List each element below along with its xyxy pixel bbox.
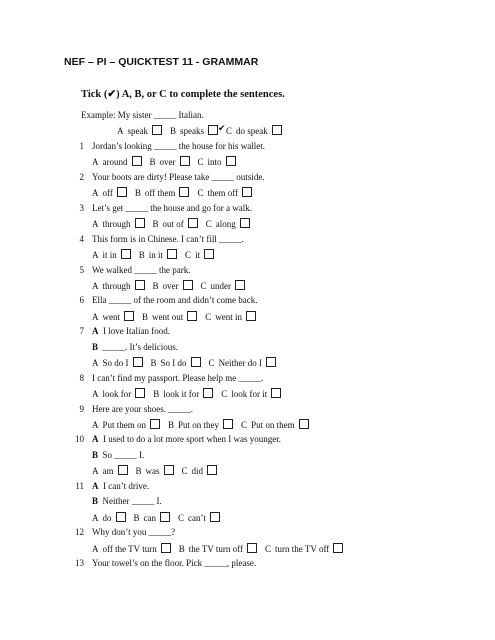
option-letter: C: [205, 219, 212, 230]
option-c: [182, 465, 218, 476]
options-row: [117, 125, 290, 136]
option-text: do: [102, 512, 112, 523]
question-11-options: [0, 512, 495, 526]
option-c: [178, 512, 220, 523]
option-a: [92, 218, 145, 229]
answer-checkbox[interactable]: [226, 156, 236, 166]
speaker-label: B: [92, 496, 99, 507]
question-11-dialogue: [0, 481, 495, 495]
dialogue-text: I used to do a lot more sport when I was younger.: [103, 434, 281, 445]
option-letter: C: [200, 280, 207, 291]
question-number: 1: [79, 140, 84, 151]
dialogue-line: [92, 496, 162, 506]
option-letter: C: [208, 358, 215, 369]
answer-checkbox[interactable]: [183, 280, 193, 290]
answer-checkbox[interactable]: [152, 125, 162, 135]
answer-checkbox[interactable]: [118, 465, 128, 475]
option-text: into: [207, 157, 222, 168]
option-text: speak: [127, 126, 148, 137]
dialogue-line: [92, 342, 178, 352]
option-letter: A: [92, 466, 99, 477]
answer-checkbox[interactable]: [132, 156, 142, 166]
answer-checkbox[interactable]: [240, 218, 250, 228]
question-text: Here are your shoes. _____.: [92, 403, 193, 414]
question-7-options: [0, 357, 495, 371]
option-letter: B: [149, 157, 156, 168]
option-text: through: [102, 219, 131, 230]
answer-checkbox[interactable]: [161, 543, 171, 553]
question-13: [0, 558, 495, 572]
option-text: turn the TV off: [275, 543, 330, 554]
answer-checkbox[interactable]: [333, 543, 343, 553]
answer-checkbox[interactable]: [188, 218, 198, 228]
option-b: [142, 311, 197, 322]
question-number: 10: [75, 434, 84, 445]
speaker-label: A: [92, 434, 99, 445]
answer-checkbox[interactable]: [210, 512, 220, 522]
option-letter: B: [152, 280, 159, 291]
dialogue-line: [92, 326, 170, 336]
answer-checkbox[interactable]: [187, 311, 197, 321]
page-title: NEF – PI – QUICKTEST 11 - GRAMMAR: [64, 56, 259, 68]
answer-checkbox[interactable]: [121, 249, 131, 259]
question-6: [0, 295, 495, 309]
option-c: [209, 357, 277, 368]
dialogue-line: [92, 481, 149, 491]
option-a: [92, 357, 143, 368]
question-number: 2: [79, 171, 84, 182]
option-b: [150, 156, 190, 167]
question-5-options: [0, 280, 495, 294]
option-text: look it for: [163, 389, 200, 400]
option-text: Put on them: [251, 420, 295, 430]
option-b: [179, 543, 257, 554]
options-row: [92, 187, 260, 198]
option-a: [92, 465, 128, 476]
option-c: [241, 419, 309, 430]
option-a: [92, 280, 145, 291]
option-text: look for: [102, 389, 132, 400]
option-text: look for it: [231, 389, 268, 400]
answer-checkbox[interactable]: [179, 187, 189, 197]
answer-checkbox[interactable]: [150, 419, 160, 429]
option-b: [153, 280, 193, 291]
answer-checkbox[interactable]: [180, 156, 190, 166]
question-text: Jordan’s looking _____ the house for his wallet.: [92, 140, 265, 151]
option-c: [206, 218, 250, 229]
answer-checkbox[interactable]: [135, 280, 145, 290]
option-text: went in: [215, 311, 243, 322]
question-number: 3: [79, 202, 84, 213]
option-letter: C: [197, 188, 204, 199]
options-row: [92, 465, 225, 476]
question-number: 8: [79, 372, 84, 383]
options-row: [92, 357, 284, 368]
question-text: Your boots are dirty! Please take _____ outside.: [92, 171, 265, 182]
question-text: Let’s get _____ the house and go for a walk.: [92, 202, 252, 213]
options-row: [92, 280, 253, 291]
option-letter: B: [142, 311, 149, 322]
option-b: [136, 465, 174, 476]
options-row: [92, 249, 222, 260]
question-number: 7: [79, 326, 84, 337]
question-8-options: [0, 388, 495, 402]
question-7-dialogue: [0, 326, 495, 340]
option-text: Neither do I: [218, 358, 263, 369]
option-text: around: [102, 157, 128, 168]
answer-checkbox[interactable]: [160, 512, 170, 522]
answer-checkbox[interactable]: [191, 357, 201, 367]
example-sentence: [0, 110, 495, 124]
question-number: 6: [79, 295, 84, 306]
option-text: did: [191, 466, 204, 477]
option-a: [117, 125, 162, 136]
question-number: 9: [79, 403, 84, 414]
answer-checkbox[interactable]: [124, 311, 134, 321]
option-text: So do I: [102, 358, 129, 369]
options-row: [92, 543, 351, 554]
option-letter: C: [181, 466, 188, 477]
question-text: We walked _____ the park.: [92, 264, 191, 275]
option-text: can: [143, 512, 157, 523]
option-b: [134, 512, 171, 523]
dialogue-line: [92, 434, 281, 444]
question-12-options: [0, 543, 495, 557]
option-text: am: [102, 466, 114, 477]
option-letter: A: [92, 358, 99, 369]
option-letter: A: [92, 389, 99, 400]
tick-mark-icon: ✔: [218, 123, 226, 134]
option-text: went out: [152, 311, 184, 322]
question-number: 13: [75, 558, 84, 569]
option-text: went: [102, 311, 120, 322]
question-4-options: [0, 249, 495, 263]
option-letter: B: [135, 466, 142, 477]
answer-checkbox[interactable]: [116, 512, 126, 522]
option-c: [201, 280, 246, 291]
answer-checkbox[interactable]: [135, 218, 145, 228]
option-c: [185, 249, 214, 260]
option-letter: C: [226, 126, 233, 137]
answer-checkbox[interactable]: [246, 311, 256, 321]
answer-checkbox[interactable]: [235, 280, 245, 290]
question-2-options: [0, 187, 495, 201]
answer-checkbox[interactable]: [247, 543, 257, 553]
dialogue-text: I love Italian food.: [103, 326, 170, 337]
option-letter: B: [178, 543, 185, 554]
answer-checkbox[interactable]: [299, 419, 309, 429]
answer-checkbox[interactable]: [167, 249, 177, 259]
answer-checkbox[interactable]: [223, 419, 233, 429]
options-row: [92, 419, 317, 430]
question-8: [0, 373, 495, 387]
dialogue-line: [92, 450, 144, 460]
option-text: it in: [102, 250, 117, 261]
option-text: do speak: [236, 126, 268, 137]
option-text: over: [162, 280, 179, 291]
option-letter: C: [265, 543, 272, 554]
answer-checkbox[interactable]: [164, 465, 174, 475]
answer-checkbox[interactable]: [135, 388, 145, 398]
option-letter: B: [153, 389, 160, 400]
option-letter: C: [205, 311, 212, 322]
option-letter: A: [92, 512, 99, 523]
option-text: Put on they: [178, 420, 220, 430]
question-3-options: [0, 218, 495, 232]
answer-checkbox[interactable]: [117, 187, 127, 197]
option-text: off: [102, 188, 113, 199]
option-text: them off: [207, 188, 239, 199]
option-text: So I do: [160, 358, 187, 369]
answer-checkbox[interactable]: [207, 465, 217, 475]
question-text: Why don’t you _____?: [92, 527, 176, 538]
option-letter: B: [168, 420, 175, 430]
example-options: [0, 125, 495, 139]
question-text: I can’t find my passport. Please help me _____.: [92, 372, 264, 383]
question-text: Ella _____ of the room and didn’t come back.: [92, 295, 258, 306]
option-a: [92, 249, 131, 260]
speaker-label: A: [92, 480, 99, 491]
option-a: [92, 311, 134, 322]
option-letter: C: [185, 250, 192, 261]
option-c: [226, 125, 282, 136]
option-b: [151, 357, 201, 368]
option-letter: A: [92, 188, 99, 199]
option-c: [198, 156, 236, 167]
options-row: [92, 311, 264, 322]
option-b: [168, 419, 233, 430]
option-a: [92, 419, 160, 430]
options-row: [92, 156, 244, 167]
question-10-dialogue: [0, 434, 495, 448]
option-a: [92, 543, 171, 554]
dialogue-text: Neither _____ I.: [102, 496, 162, 507]
question-text: Your towel’s on the floor. Pick _____, please.: [92, 558, 257, 569]
option-letter: C: [197, 157, 204, 168]
option-letter: C: [221, 389, 228, 400]
option-b: [153, 218, 198, 229]
question-10-options: [0, 465, 495, 479]
option-letter: A: [92, 250, 99, 261]
option-text: Put them on: [102, 420, 147, 430]
question-9-options: [0, 419, 495, 433]
option-text: under: [210, 280, 232, 291]
options-row: [92, 388, 289, 399]
option-b: [153, 388, 213, 399]
question-number: 12: [75, 527, 84, 538]
question-2: [0, 172, 495, 186]
option-letter: B: [133, 512, 140, 523]
question-1-options: [0, 156, 495, 170]
option-b: [170, 123, 226, 137]
option-letter: A: [92, 157, 99, 168]
option-text: off the TV turn: [102, 543, 157, 554]
option-c: [265, 543, 343, 554]
option-letter: B: [170, 126, 177, 137]
dialogue-text: _____. It’s delicious.: [102, 341, 179, 352]
option-b: [135, 187, 190, 198]
question-7-dialogue: [0, 342, 495, 356]
question-3: [0, 203, 495, 217]
option-c: [221, 388, 281, 399]
option-a: [92, 187, 127, 198]
option-letter: C: [178, 512, 185, 523]
answer-checkbox[interactable]: [204, 249, 214, 259]
question-12: [0, 527, 495, 541]
option-letter: B: [138, 250, 145, 261]
speaker-label: A: [92, 326, 99, 337]
option-text: through: [102, 280, 131, 291]
option-letter: C: [241, 420, 248, 430]
option-a: [92, 512, 126, 523]
question-number: 5: [79, 264, 84, 275]
options-row: [92, 218, 258, 229]
question-number: 11: [75, 480, 84, 491]
answer-checkbox[interactable]: [272, 125, 282, 135]
option-c: [205, 311, 256, 322]
option-c: [197, 187, 252, 198]
option-text: it: [195, 250, 201, 261]
speaker-label: B: [92, 449, 99, 460]
option-text: off them: [144, 188, 176, 199]
option-letter: A: [92, 420, 99, 430]
question-11-dialogue: [0, 496, 495, 510]
question-text: This form is in Chinese. I can’t fill _____.: [92, 233, 244, 244]
option-letter: A: [92, 311, 99, 322]
speaker-label: B: [92, 341, 99, 352]
option-letter: A: [117, 126, 124, 137]
option-text: over: [159, 157, 176, 168]
question-10-dialogue: [0, 450, 495, 464]
answer-checkbox[interactable]: [271, 388, 281, 398]
option-text: was: [145, 466, 160, 477]
option-letter: B: [134, 188, 141, 199]
answer-checkbox[interactable]: [133, 357, 143, 367]
option-text: speaks: [180, 126, 205, 137]
answer-checkbox[interactable]: [203, 388, 213, 398]
dialogue-text: So _____ I.: [102, 449, 145, 460]
option-text: out of: [162, 219, 184, 230]
question-1: [0, 141, 495, 155]
option-text: can’t: [188, 512, 206, 523]
options-row: [92, 512, 228, 523]
option-letter: A: [92, 219, 99, 230]
option-letter: B: [152, 219, 159, 230]
instructions: Tick (✔) A, B, or C to complete the sentences.: [81, 89, 285, 100]
option-letter: A: [92, 280, 99, 291]
option-text: along: [215, 219, 236, 230]
answer-checkbox[interactable]: [242, 187, 252, 197]
option-letter: A: [92, 543, 99, 554]
answer-checkbox[interactable]: [266, 357, 276, 367]
option-a: [92, 156, 142, 167]
question-4: [0, 234, 495, 248]
option-text: the TV turn off: [188, 543, 244, 554]
answer-checkbox[interactable]: [208, 123, 226, 135]
option-a: [92, 388, 145, 399]
option-letter: B: [150, 358, 157, 369]
question-5: [0, 265, 495, 279]
example-text: Example: My sister _____ Italian.: [81, 110, 204, 120]
question-number: 4: [79, 233, 84, 244]
question-6-options: [0, 311, 495, 325]
option-b: [139, 249, 177, 260]
option-text: in it: [148, 250, 164, 261]
dialogue-text: I can’t drive.: [103, 480, 150, 491]
question-9: [0, 404, 495, 418]
